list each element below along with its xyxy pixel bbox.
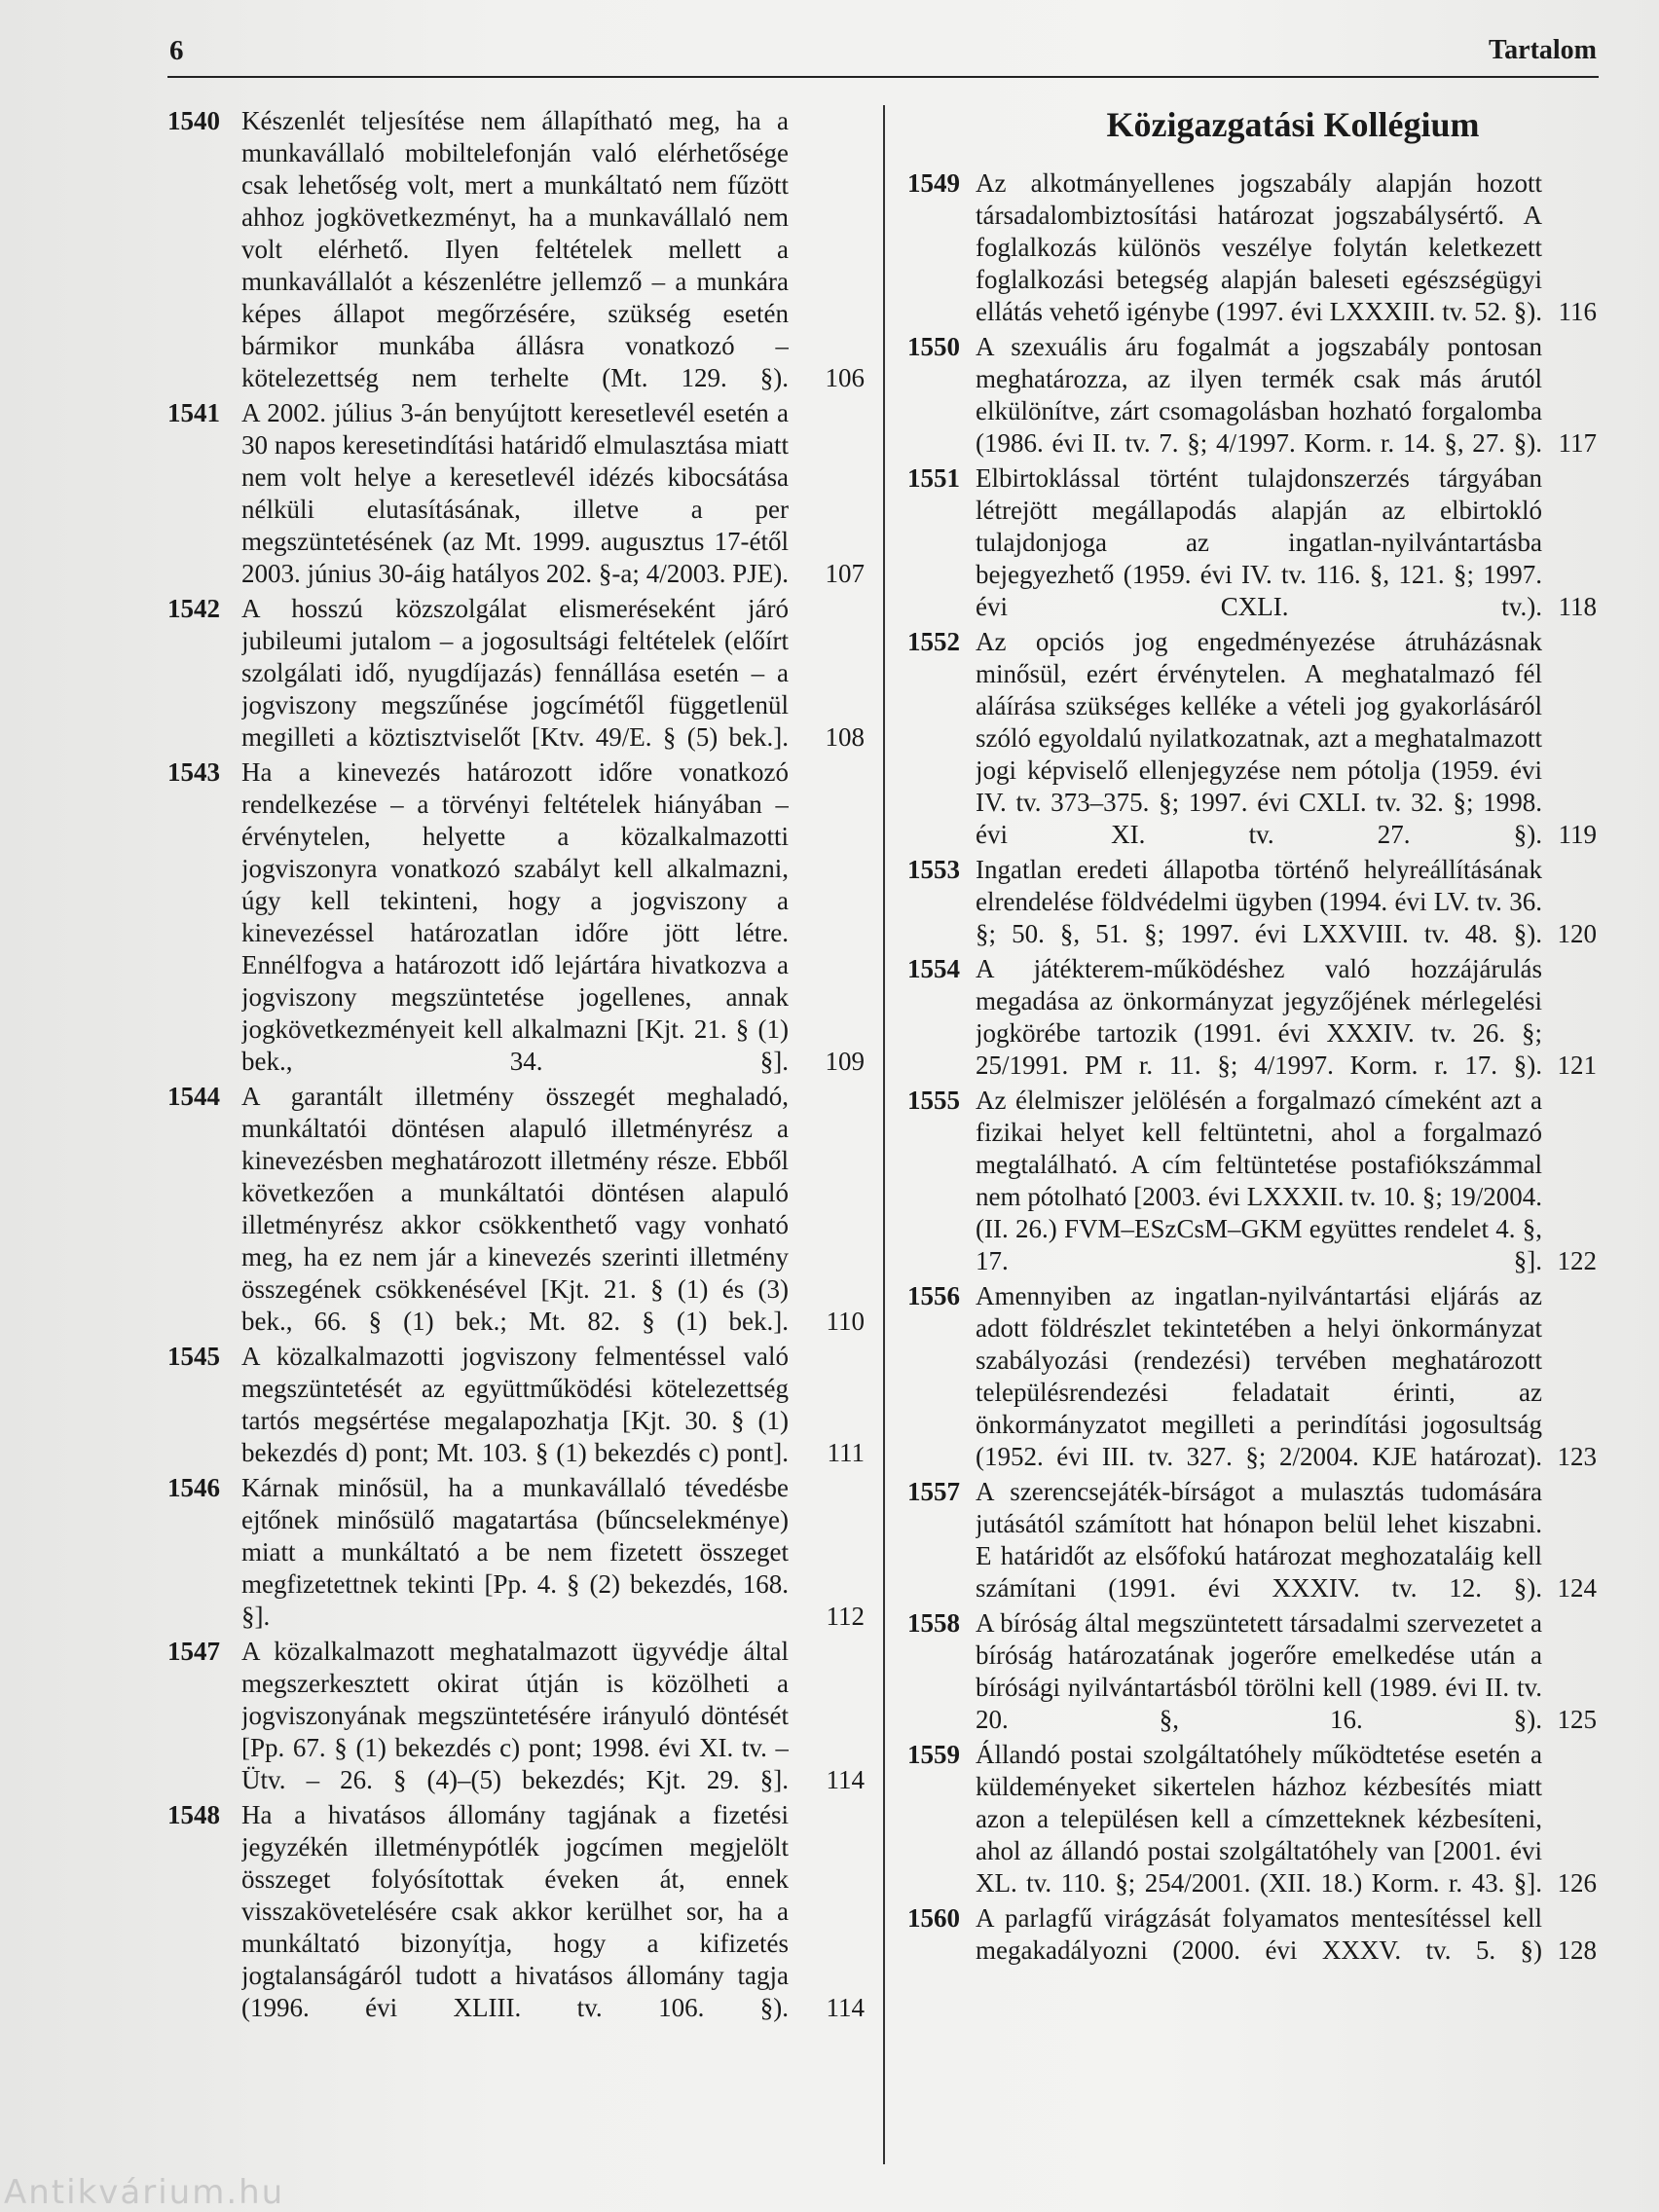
page-number: 6 xyxy=(169,35,184,66)
entry-page-number: 112 xyxy=(826,1602,865,1631)
entry-text-wrap xyxy=(976,167,1542,328)
entry-text: A közalkalmazotti jogviszony felmentéssel való megszüntetését az együttműködési kötelezettség tartós megsértése megalapozhatja [Kjt. 30. § (1) bekezdés d) pont; Mt. 103. § (1) bekezdés c) pont]. ..... xyxy=(241,1341,789,1469)
entry-number: 1552 xyxy=(907,627,960,656)
entry-page-number: 109 xyxy=(825,1047,865,1076)
entry-number: 1553 xyxy=(907,855,960,884)
toc-entry xyxy=(907,1902,1601,1967)
toc-entry xyxy=(907,331,1601,460)
toc-entry xyxy=(167,397,868,590)
toc-entry xyxy=(167,1341,868,1469)
entry-text: Elbirtoklással történt tulajdonszerzés tárgyában létrejött megállapodás alapján az elbirtokló tulajdonjoga az ingatlan-nyilvántartásba bejegyezhető (1959. évi IV. tv. 116. §, 121. §; 1997. évi CXLI. tv.). ..... xyxy=(976,462,1542,623)
toc-entry xyxy=(907,1085,1601,1277)
toc-entry xyxy=(167,1636,868,1796)
entry-page-number: 117 xyxy=(1558,428,1597,458)
entry-page-number: 114 xyxy=(826,1993,865,2022)
toc-entry xyxy=(167,593,868,754)
entry-text-wrap xyxy=(976,1476,1542,1604)
page-header xyxy=(167,33,1599,78)
entry-text-wrap xyxy=(241,1081,789,1338)
entry-number: 1555 xyxy=(907,1086,960,1115)
entry-page-number: 119 xyxy=(1558,820,1597,849)
entry-number: 1556 xyxy=(907,1281,960,1310)
right-column xyxy=(907,105,1601,1970)
entry-page-number: 111 xyxy=(827,1438,865,1467)
entry-page-number: 110 xyxy=(826,1307,865,1336)
entry-text: Az élelmiszer jelölésén a forgalmazó címeként azt a fizikai helyet kell feltüntetni, ahol a forgalmazó megtalálható. A cím feltüntetése postafiókszámmal nem pótolható [2003. évi LXXXII. tv. 10. §; 19/2004. (II. 26.) FVM–ESzCsM–GKM együttes rendelet 4. §, 17. §]. ..... xyxy=(976,1085,1542,1277)
entry-page-number: 108 xyxy=(825,722,865,752)
entry-number: 1554 xyxy=(907,954,960,983)
entry-text-wrap xyxy=(976,1085,1542,1277)
entry-text: A hosszú közszolgálat elismeréseként járó jubileumi jutalom – a jogosultsági feltételek (előírt szolgálati idő, nyugdíjazás) fennállása esetén – a jogviszony megszűnése jogcímétől függetlenül megilleti a köztisztviselőt [Ktv. 49/E. § (5) bek.]. ..... xyxy=(241,593,789,754)
entry-number: 1550 xyxy=(907,332,960,361)
entry-text-wrap xyxy=(241,1636,789,1796)
entry-text: Az opciós jog engedményezése átruházásnak minősül, ezért érvénytelen. A meghatalmazó fél aláírása szükséges kelléke a vételi jog gyakorlásáról szóló egyoldalú nyilatkozatnak, azt a meghatalmazott jogi képviselő ellenjegyzése nem pótolja (1959. évi IV. tv. 373–375. §; 1997. évi CXLI. tv. 32. §; 1998. évi XI. tv. 27. §). ..... xyxy=(976,626,1542,851)
toc-entry xyxy=(167,1081,868,1338)
entry-page-number: 107 xyxy=(825,559,865,588)
entry-number: 1540 xyxy=(167,106,220,135)
entry-page-number: 121 xyxy=(1557,1051,1597,1080)
entry-text: Ha a kinevezés határozott időre vonatkozó rendelkezése – a törvényi feltételek hiányában – érvénytelen, helyette a közalkalmazotti jogviszonyra vonatkozó szabályt kell alkalmazni, úgy kell tekinteni, hogy a jogviszony a kinevezéssel határozatlan időre jött létre. Ennélfogva a határozott idő lejártára hivatkozva a jogviszony megszüntetése jogellenes, annak jogkövetkezményeit kell alkalmazni [Kjt. 21. § (1) bek., 34. §]. ..... xyxy=(241,756,789,1078)
entry-text: A szexuális áru fogalmát a jogszabály pontosan meghatározza, az ilyen termék csak más árutól elkülönítve, zárt csomagolásban hozható forgalomba (1986. évi II. tv. 7. §; 4/1997. Korm. r. 14. §, 27. §). ..... xyxy=(976,331,1542,460)
entry-text-wrap xyxy=(241,756,789,1078)
entry-text: A bíróság által megszüntetett társadalmi szervezetet a bíróság határozatának jogerőre emelkedése után a bírósági nyilvántartásból törölni kell (1989. évi II. tv. 20. §, 16. §). ..... xyxy=(976,1607,1542,1736)
entry-text-wrap xyxy=(976,1607,1542,1736)
entry-text-wrap xyxy=(976,626,1542,851)
entry-text-wrap xyxy=(241,1341,789,1469)
entry-number: 1559 xyxy=(907,1740,960,1769)
entry-number: 1541 xyxy=(167,398,220,427)
entry-number: 1547 xyxy=(167,1637,220,1666)
entry-text-wrap xyxy=(976,854,1542,950)
toc-entry xyxy=(167,756,868,1078)
entry-text: Állandó postai szolgáltatóhely működtetése esetén a küldeményeket sikertelen házhoz kézbesítés miatt azon a településen kell a címzetteknek kézbesíteni, ahol az állandó postai szolgáltatóhely van [2001. évi XL. tv. 110. §; 254/2001. (XII. 18.) Korm. r. 43. §]. ..... xyxy=(976,1739,1542,1899)
toc-entry xyxy=(907,626,1601,851)
entry-text: Ha a hivatásos állomány tagjának a fizetési jegyzékén illetménypótlék jogcímen megjelölt összeget folyósítottak éveken át, ennek visszakövetelésére csak akkor kerülhet sor, ha a munkáltató bizonyítja, hogy a kifizetés jogtalanságáról tudott a hivatásos állomány tagja (1996. évi XLIII. tv. 106. §). ..... xyxy=(241,1799,789,2024)
entry-page-number: 116 xyxy=(1558,297,1597,326)
toc-entry xyxy=(167,105,868,394)
entry-page-number: 126 xyxy=(1557,1868,1597,1898)
entry-text: Az alkotmányellenes jogszabály alapján hozott társadalombiztosítási határozat jogszabálysértő. A foglalkozás különös veszélye folytán keletkezett foglalkozási betegség alapján baleseti egészségügyi ellátás vehető igénybe (1997. évi LXXXIII. tv. 52. §). ..... xyxy=(976,167,1542,328)
entry-number: 1546 xyxy=(167,1473,220,1502)
entry-number: 1544 xyxy=(167,1082,220,1111)
entry-number: 1551 xyxy=(907,463,960,493)
entry-text: Kárnak minősül, ha a munkavállaló tévedésbe ejtőnek minősülő magatartása (bűncselekménye) miatt a munkáltató a be nem fizetett összeget megfizetettnek tekinti [Pp. 4. § (2) bekezdés, 168. §]. ..... xyxy=(241,1472,789,1633)
entry-number: 1548 xyxy=(167,1800,220,1829)
entry-number: 1557 xyxy=(907,1477,960,1506)
entry-text: A szerencsejáték-bírságot a mulasztás tudomására jutásától számított hat hónapon belül lehet kiszabni. E határidőt az elsőfokú határozat meghozataláig kell számítani (1991. évi XXXIV. tv. 12. §). ..... xyxy=(976,1476,1542,1604)
entry-page-number: 114 xyxy=(826,1765,865,1794)
entry-text-wrap xyxy=(976,462,1542,623)
entry-page-number: 128 xyxy=(1557,1936,1597,1965)
entry-text: Készenlét teljesítése nem állapítható meg, ha a munkavállaló mobiltelefonján való elérhetősége csak lehetőség volt, mert a munkáltató nem fűzött ahhoz jogkövetkezményt, ha a munkavállaló nem volt elérhető. Ilyen feltételek mellett a munkavállalót a készenlétre jellemző – a munkára képes állapot megőrzésére, szükség esetén bármikor munkába állásra vonatkozó – kötelezettség nem terhelte (Mt. 129. §). ..... xyxy=(241,105,789,394)
entry-page-number: 106 xyxy=(825,363,865,392)
entry-text-wrap xyxy=(976,953,1542,1082)
entry-text-wrap xyxy=(241,397,789,590)
entry-text: Amennyiben az ingatlan-nyilvántartási eljárás az adott földrészlet tekintetében a helyi önkormányzat szabályozási (rendezési) tervében meghatározott településrendezési feladatait érinti, az önkormányzatot megilleti a perindítási jogosultság (1952. évi III. tv. 327. §; 2/2004. KJE határozat). ..... xyxy=(976,1280,1542,1473)
entry-text-wrap xyxy=(976,331,1542,460)
entry-number: 1549 xyxy=(907,168,960,198)
entry-text-wrap xyxy=(241,105,789,394)
entry-text: A játékterem-működéshez való hozzájárulás megadása az önkormányzat jegyzőjének mérlegelési jogkörébe tartozik (1991. évi XXXIV. tv. 26. §; 25/1991. PM r. 11. §; 4/1997. Korm. r. 17. §). ..... xyxy=(976,953,1542,1082)
entry-page-number: 123 xyxy=(1557,1442,1597,1471)
entry-text: A 2002. július 3-án benyújtott keresetlevél esetén a 30 napos keresetindítási határidő elmulasztása miatt nem volt helye a keresetlevél idézés kibocsátása nélküli elutasításának, illetve a per megszüntetésének (az Mt. 1999. augusztus 17-étől 2003. június 30-áig hatályos 202. §-a; 4/2003. PJE). ..... xyxy=(241,397,789,590)
entry-text-wrap xyxy=(241,1799,789,2024)
entry-text-wrap xyxy=(976,1280,1542,1473)
right-entry-list xyxy=(907,167,1601,1967)
toc-entry xyxy=(167,1472,868,1633)
entry-number: 1560 xyxy=(907,1903,960,1933)
watermark: Antikvárium.hu xyxy=(4,2173,285,2212)
running-head: Tartalom xyxy=(1489,35,1597,65)
toc-entry xyxy=(907,953,1601,1082)
entry-text: A közalkalmazott meghatalmazott ügyvédje által megszerkesztett okirat útján is közölheti a jogviszonyának megszüntetésére irányuló döntését [Pp. 67. § (1) bekezdés c) pont; 1998. évi XI. tv. – Ütv. – 26. § (4)–(5) bekezdés; Kjt. 29. §]. ..... xyxy=(241,1636,789,1796)
section-title: Közigazgatási Kollégium xyxy=(1106,105,1480,144)
entry-number: 1543 xyxy=(167,757,220,787)
entry-page-number: 118 xyxy=(1558,592,1597,621)
left-column xyxy=(167,105,868,2027)
entry-number: 1542 xyxy=(167,594,220,623)
entry-page-number: 120 xyxy=(1557,919,1597,948)
toc-entry xyxy=(907,167,1601,328)
column-divider xyxy=(883,105,885,2164)
entry-page-number: 125 xyxy=(1557,1705,1597,1734)
toc-entry xyxy=(907,854,1601,950)
toc-entry xyxy=(907,1739,1601,1899)
entry-text-wrap xyxy=(976,1739,1542,1899)
entry-text-wrap xyxy=(241,1472,789,1633)
toc-entry xyxy=(907,462,1601,623)
entry-number: 1545 xyxy=(167,1342,220,1371)
toc-entry xyxy=(907,1280,1601,1473)
entry-page-number: 124 xyxy=(1557,1573,1597,1603)
entry-text: A parlagfű virágzását folyamatos mentesítéssel kell megakadályozni (2000. évi XXXV. tv. 5. §) ..... xyxy=(976,1902,1542,1967)
toc-entry xyxy=(167,1799,868,2024)
entry-number: 1558 xyxy=(907,1608,960,1638)
entry-text-wrap xyxy=(976,1902,1542,1967)
entry-page-number: 122 xyxy=(1557,1246,1597,1275)
toc-entry xyxy=(907,1607,1601,1736)
entry-text-wrap xyxy=(241,593,789,754)
entry-text: Ingatlan eredeti állapotba történő helyreállításának elrendelése földvédelmi ügyben (1994. évi LV. tv. 36. §; 50. §, 51. §; 1997. évi LXXVIII. tv. 48. §). ..... xyxy=(976,854,1542,950)
entry-text: A garantált illetmény összegét meghaladó, munkáltatói döntésen alapuló illetményrész a kinevezésben meghatározott illetmény része. Ebből következően a munkáltatói döntésen alapuló illetményrész akkor csökkenthető vagy vonható meg, ha ez nem jár a kinevezés szerinti illetmény összegének csökkenésével [Kjt. 21. § (1) és (3) bek., 66. § (1) bek.; Mt. 82. § (1) bek.]. ..... xyxy=(241,1081,789,1338)
toc-entry xyxy=(907,1476,1601,1604)
